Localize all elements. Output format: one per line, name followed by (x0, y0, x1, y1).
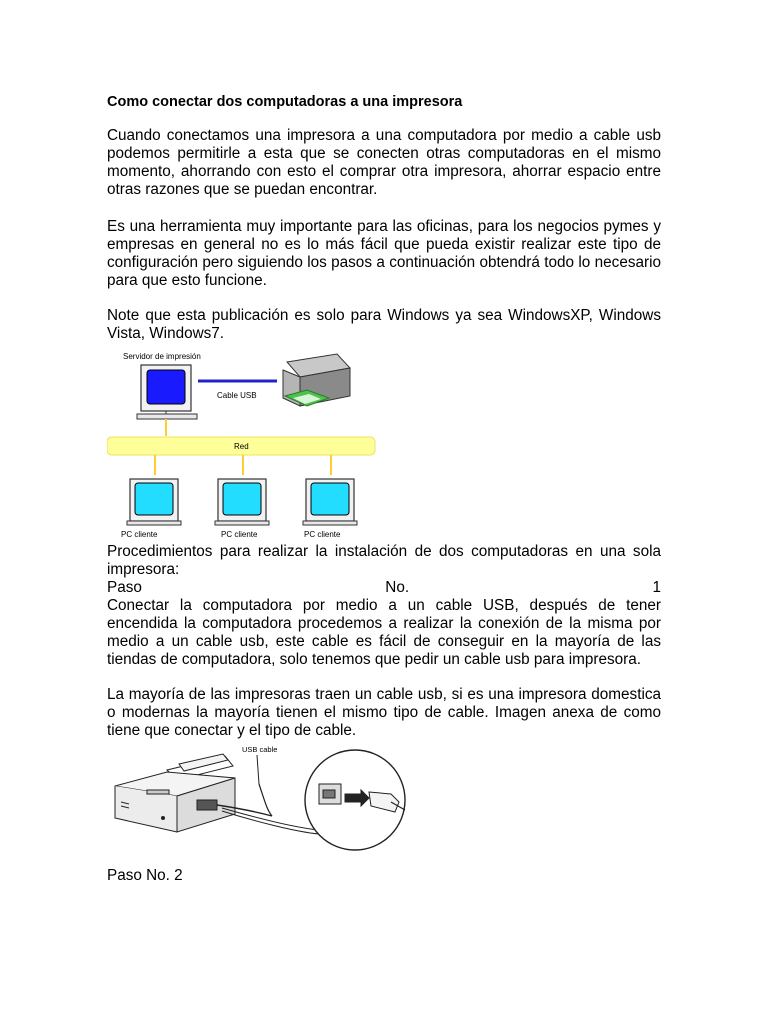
page-title: Como conectar dos computadoras a una impresora (107, 94, 463, 110)
step-2-heading: Paso No. 2 (107, 867, 183, 884)
step-word: Paso (107, 579, 142, 596)
client-label-2: PC cliente (221, 530, 258, 539)
usb-cable-label: USB cable (242, 745, 278, 754)
printer-icon (283, 354, 350, 406)
step-number: 1 (652, 579, 661, 596)
paragraph-intro: Cuando conectamos una impresora a una computadora por medio a cable usb podemos permitirle a esta que se conecten otras computadoras en el mismo momento, ahorrando con esto el comprar otra impresora, ahorrar espacio entre otras razones que se puedan encontrar. (107, 127, 661, 198)
step-1-heading (107, 579, 661, 597)
client-label-3: PC cliente (304, 530, 341, 539)
paragraph-usb-cable: La mayoría de las impresoras traen un cable usb, si es una impresora domestica o modernas la mayoría tienen el mismo tipo de cable. Imagen anexa de como tiene que conectar y el tipo de cable. (107, 686, 661, 739)
client-label-1: PC cliente (121, 530, 158, 539)
printer-icon (115, 754, 235, 832)
server-label: Servidor de impresión (123, 352, 201, 361)
paragraph-windows-note: Note que esta publicación es solo para Windows ya sea WindowsXP, Windows Vista, Windows7. (107, 307, 661, 342)
step-no: No. (385, 579, 410, 596)
paragraph-importance: Es una herramienta muy importante para las oficinas, para los negocios pymes y empresas en general no es lo más fácil que pueda existir realizar este tipo de configuración pero siguiendo los pasos a continuación obtendrá todo lo necesario para que esto funcione. (107, 218, 661, 289)
paragraph-step-1: Conectar la computadora por medio a un cable USB, después de tener encendida la computadora procedemos a realizar la conexión de la misma por medio a un cable usb, este cable es fácil de conseguir en la mayoría de las tiendas de computadora, solo tenemos que pedir un cable usb para impresora. (107, 597, 661, 668)
cable-usb-label: Cable USB (217, 391, 257, 400)
client-computer-icon (303, 479, 357, 525)
usb-connection-diagram (107, 742, 417, 856)
paragraph-procedures: Procedimientos para realizar la instalación de dos computadoras en una sola impresora: (107, 543, 661, 578)
network-label: Red (234, 442, 249, 451)
client-computer-icon (215, 479, 269, 525)
network-diagram (107, 348, 387, 542)
server-computer-icon (137, 365, 197, 419)
client-computer-icon (127, 479, 181, 525)
